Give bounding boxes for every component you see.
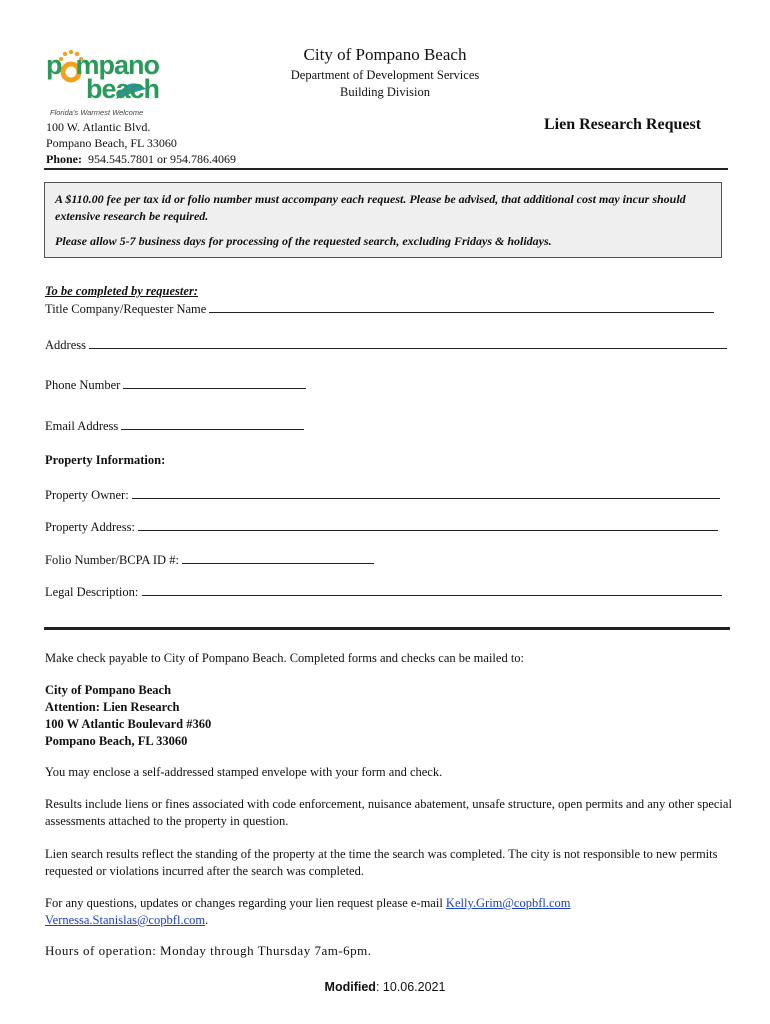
modified-date: : 10.06.2021: [375, 980, 446, 994]
processing-notice: Please allow 5-7 business days for processing of the requested search, excluding Fridays & holidays.: [55, 234, 552, 248]
email-address-input[interactable]: [121, 417, 304, 430]
section-divider: [44, 627, 730, 630]
requester-heading: To be completed by requester:: [45, 284, 198, 298]
phone-label: Phone:: [46, 152, 82, 166]
email-address-field[interactable]: [45, 417, 304, 434]
division-name: Building Division: [340, 85, 430, 99]
legal-description-label: Legal Description:: [45, 585, 139, 599]
legal-description-field[interactable]: [45, 583, 722, 600]
modified-footer: [0, 980, 770, 994]
property-heading: Property Information:: [45, 453, 166, 467]
mailing-line: Attention: Lien Research: [45, 700, 180, 714]
logo-tagline: Florida's Warmest Welcome: [50, 108, 144, 117]
property-address-field[interactable]: [45, 518, 718, 535]
property-owner-input[interactable]: [132, 486, 720, 499]
title-company-input[interactable]: [209, 300, 714, 313]
email-link-vernessa[interactable]: Vernessa.Stanislas@copbfl.com: [45, 913, 206, 927]
title-company-field[interactable]: [45, 300, 714, 317]
phone-number-field[interactable]: [45, 376, 306, 393]
email-address-label: Email Address: [45, 419, 119, 433]
folio-number-field[interactable]: [45, 551, 374, 568]
legal-description-input[interactable]: [142, 583, 722, 596]
address-input[interactable]: [89, 336, 727, 349]
fee-notice-box: [44, 182, 722, 258]
mailing-line: City of Pompano Beach: [45, 683, 172, 697]
address-line-1: 100 W. Atlantic Blvd.: [46, 120, 151, 134]
address-label: Address: [45, 338, 86, 352]
logo-text-p: p: [46, 50, 62, 80]
standing-note: Lien search results reflect the standing of the property at the time the search was completed. The city is not responsible to new permits requested or violations incurred after the search was completed.: [45, 847, 718, 878]
folio-number-label: Folio Number/BCPA ID #:: [45, 553, 179, 567]
property-address-label: Property Address:: [45, 520, 135, 534]
modified-label: Modified: [324, 980, 376, 994]
fee-notice: A $110.00 fee per tax id or folio number must accompany each request. Please be advised, that additional cost may incur should extensive research be required.: [55, 192, 686, 223]
property-address-input[interactable]: [138, 518, 718, 531]
questions-text: For any questions, updates or changes regarding your lien request please e-mail: [45, 896, 443, 910]
title-company-label: Title Company/Requester Name: [45, 302, 207, 316]
property-owner-label: Property Owner:: [45, 488, 129, 502]
address-line-2: Pompano Beach, FL 33060: [46, 136, 177, 150]
logo-text-mpano: mpano: [75, 50, 160, 80]
mailing-line: Pompano Beach, FL 33060: [45, 734, 188, 748]
mailing-line: 100 W Atlantic Boulevard #360: [45, 717, 212, 731]
phone-value: 954.545.7801 or 954.786.4069: [88, 152, 236, 166]
email-link-kelly[interactable]: Kelly.Grim@copbfl.com: [445, 896, 571, 910]
hours-of-operation: Hours of operation: Monday through Thursday 7am-6pm.: [45, 943, 372, 958]
phone-number-label: Phone Number: [45, 378, 121, 392]
payable-instructions: Make check payable to City of Pompano Beach. Completed forms and checks can be mailed to:: [45, 651, 525, 665]
folio-number-input[interactable]: [182, 551, 374, 564]
mailing-address-block: [45, 682, 735, 750]
envelope-note: You may enclose a self-addressed stamped envelope with your form and check.: [45, 765, 443, 779]
phone-line: [46, 152, 236, 167]
address-field[interactable]: [45, 336, 727, 353]
results-note: Results include liens or fines associated with code enforcement, nuisance abatement, unsafe structure, open permits and any other special assessments attached to the property in question.: [45, 797, 732, 828]
city-name: City of Pompano Beach: [303, 45, 467, 64]
header-divider: [44, 168, 728, 170]
form-title: Lien Research Request: [544, 116, 702, 133]
questions-note: For any questions, updates or changes regarding your lien request please e-mail Kelly.Grim@copbfl.com Vernessa.Stanislas@copbfl.com.: [45, 896, 571, 927]
logo-text-beach: beach: [86, 74, 160, 104]
phone-number-input[interactable]: [123, 376, 306, 389]
department-name: Department of Development Services: [290, 68, 480, 82]
property-owner-field[interactable]: [45, 486, 720, 503]
